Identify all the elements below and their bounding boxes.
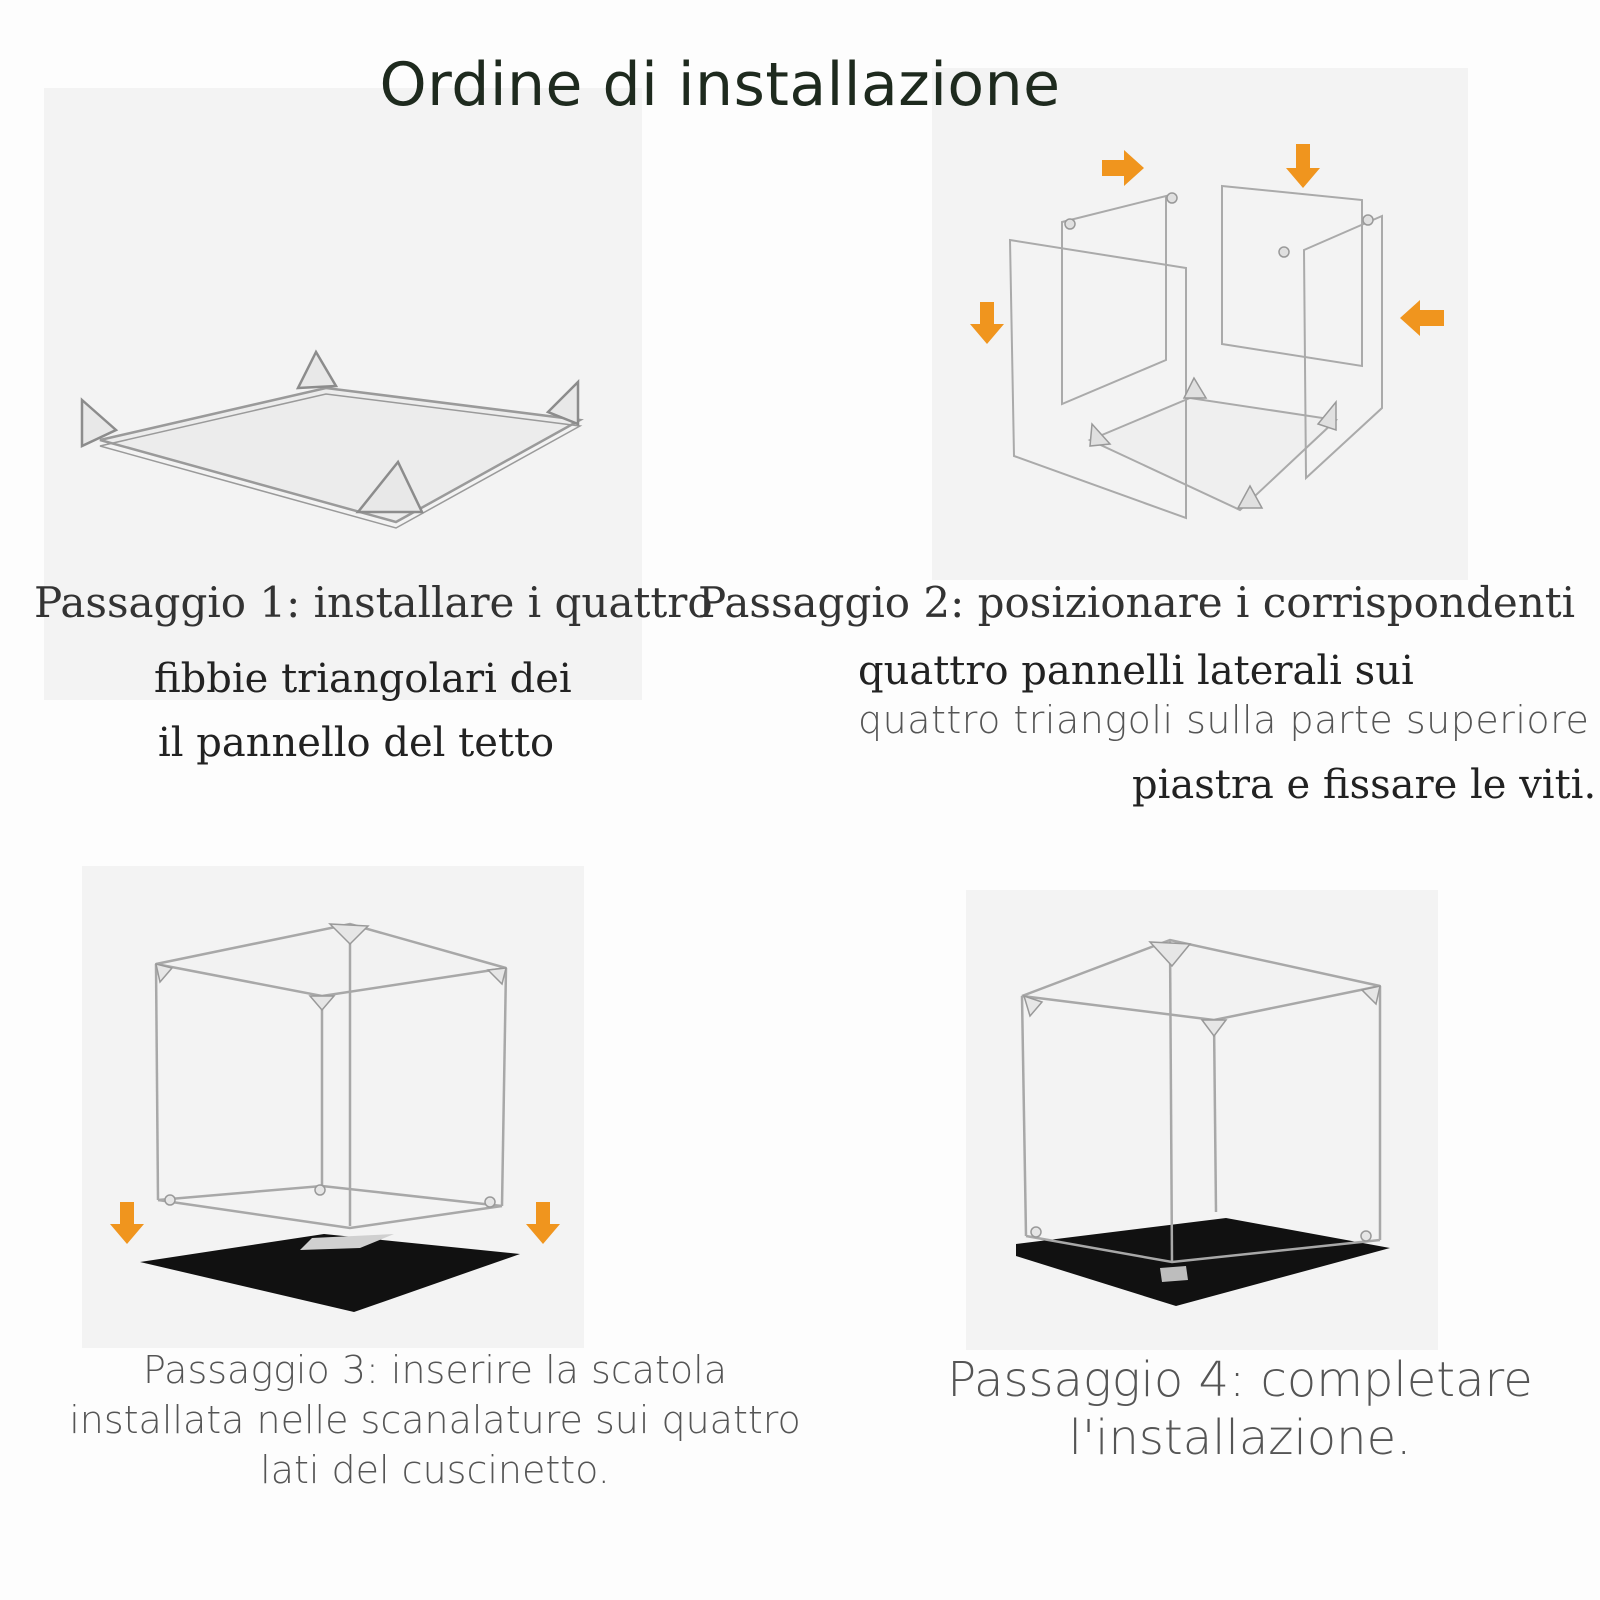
step4-line2: l'installazione. bbox=[1068, 1410, 1412, 1466]
step2-line4: piastra e fissare le viti. bbox=[1132, 762, 1597, 808]
step3-line3: lati del cuscinetto. bbox=[260, 1448, 610, 1492]
step1-line2: fibbie triangolari dei bbox=[154, 656, 572, 702]
step2-line2: quattro pannelli laterali sui bbox=[858, 648, 1414, 694]
step1-line1: Passaggio 1: installare i quattro bbox=[34, 578, 713, 627]
step2-line1: Passaggio 2: posizionare i corrispondenti bbox=[698, 578, 1576, 627]
step2-line3: quattro triangoli sulla parte superiore bbox=[858, 698, 1590, 742]
step4-line1: Passaggio 4: completare bbox=[947, 1352, 1533, 1408]
step1-line3: il pannello del tetto bbox=[158, 720, 555, 766]
step3-line2: installata nelle scanalature sui quattro bbox=[69, 1398, 801, 1442]
step3-line1: Passaggio 3: inserire la scatola bbox=[142, 1348, 728, 1392]
black-base-pad bbox=[1016, 1218, 1390, 1306]
page-title: Ordine di installazione bbox=[379, 50, 1061, 120]
